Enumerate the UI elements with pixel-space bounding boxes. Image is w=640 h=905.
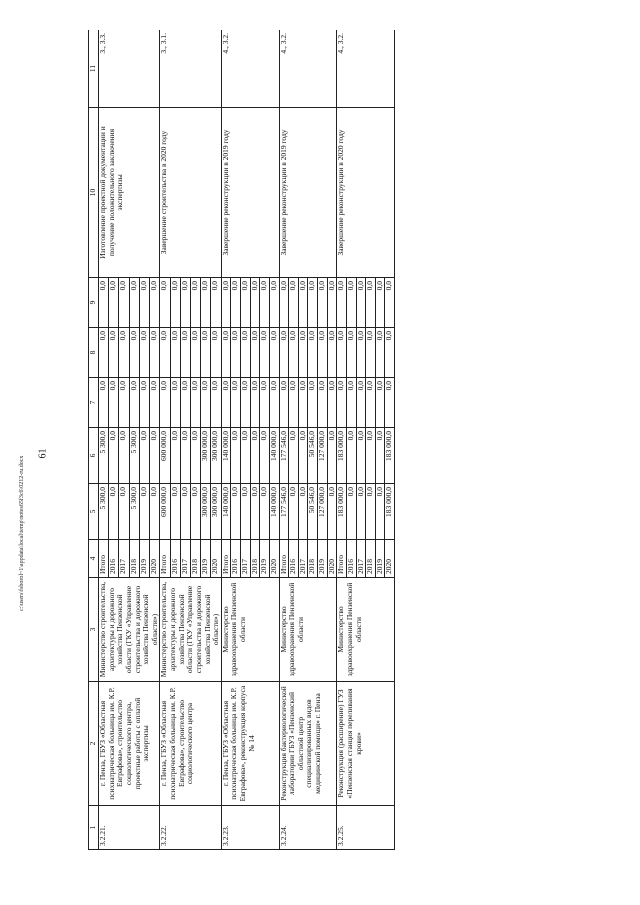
- amount-total-cell: 140 000,0: [269, 484, 279, 540]
- amount-total-cell: 0,0: [109, 484, 119, 540]
- year-cell: 2019: [139, 540, 149, 578]
- amount-local-cell: 0,0: [375, 328, 385, 378]
- amount-federal-cell: 0,0: [221, 378, 231, 428]
- column-header: 8: [89, 328, 99, 378]
- table-area: [88, 30, 600, 850]
- amount-total-cell: 50 546,0: [308, 484, 318, 540]
- amount-local-cell: 0,0: [269, 328, 279, 378]
- year-cell: 2017: [241, 540, 251, 578]
- amount-regional-cell: 5 300,0: [99, 428, 109, 484]
- amount-regional-cell: 0,0: [356, 428, 366, 484]
- amount-other-cell: 0,0: [318, 278, 328, 328]
- column-header: 9: [89, 278, 99, 328]
- amount-other-cell: 0,0: [150, 278, 160, 328]
- amount-total-cell: 140 000,0: [221, 484, 231, 540]
- amount-other-cell: 0,0: [298, 278, 308, 328]
- year-cell: 2016: [109, 540, 119, 578]
- amount-other-cell: 0,0: [191, 278, 201, 328]
- target-indicators: 4., 3.2.: [337, 30, 395, 108]
- amount-total-cell: 0,0: [366, 484, 376, 540]
- expected-result: Завершение строительства в 2020 году: [160, 108, 221, 278]
- amount-regional-cell: 0,0: [241, 428, 251, 484]
- amount-other-cell: 0,0: [375, 278, 385, 328]
- amount-federal-cell: 0,0: [375, 378, 385, 428]
- amount-total-cell: 0,0: [139, 484, 149, 540]
- year-cell: 2019: [201, 540, 211, 578]
- amount-other-cell: 0,0: [139, 278, 149, 328]
- amount-total-cell: 0,0: [250, 484, 260, 540]
- amount-total-cell: 300 000,0: [211, 484, 221, 540]
- amount-other-cell: 0,0: [129, 278, 139, 328]
- year-cell: 2020: [269, 540, 279, 578]
- activity-executor: Министерство строительства, архитектуры и дорожного хозяйства Пензенской области (ГКУ «Управление строительства и дорожного хозяйства Пензенской области»): [99, 578, 160, 682]
- amount-federal-cell: 0,0: [250, 378, 260, 428]
- amount-federal-cell: 0,0: [385, 378, 395, 428]
- amount-regional-cell: 0,0: [298, 428, 308, 484]
- amount-total-cell: 0,0: [241, 484, 251, 540]
- amount-local-cell: 0,0: [211, 328, 221, 378]
- amount-federal-cell: 0,0: [139, 378, 149, 428]
- amount-regional-cell: 0,0: [346, 428, 356, 484]
- amount-total-cell: 0,0: [327, 484, 337, 540]
- expected-result: Завершение реконструкции в 2019 году: [221, 108, 279, 278]
- activity-executor: Министерство здравоохранения Пензенской области: [221, 578, 279, 682]
- amount-total-cell: 0,0: [119, 484, 129, 540]
- amount-federal-cell: 0,0: [318, 378, 328, 428]
- activity-number: 3.2.21.: [99, 806, 160, 850]
- amount-federal-cell: 0,0: [241, 378, 251, 428]
- amount-regional-cell: 0,0: [250, 428, 260, 484]
- amount-regional-cell: 0,0: [170, 428, 180, 484]
- amount-total-cell: 127 000,0: [318, 484, 328, 540]
- amount-regional-cell: 0,0: [327, 428, 337, 484]
- amount-local-cell: 0,0: [346, 328, 356, 378]
- year-cell: 2020: [211, 540, 221, 578]
- column-header: 5: [89, 484, 99, 540]
- amount-total-cell: 0,0: [191, 484, 201, 540]
- amount-regional-cell: 177 546,0: [279, 428, 289, 484]
- amount-local-cell: 0,0: [289, 328, 299, 378]
- amount-local-cell: 0,0: [356, 328, 366, 378]
- amount-total-cell: 0,0: [346, 484, 356, 540]
- amount-local-cell: 0,0: [250, 328, 260, 378]
- amount-local-cell: 0,0: [298, 328, 308, 378]
- amount-federal-cell: 0,0: [356, 378, 366, 428]
- amount-local-cell: 0,0: [327, 328, 337, 378]
- amount-federal-cell: 0,0: [269, 378, 279, 428]
- table-row: [160, 30, 170, 850]
- amount-local-cell: 0,0: [191, 328, 201, 378]
- amount-local-cell: 0,0: [337, 328, 347, 378]
- amount-regional-cell: 0,0: [119, 428, 129, 484]
- activity-number: 3.2.25.: [337, 806, 395, 850]
- table-row: [337, 30, 347, 850]
- column-header: 3: [89, 578, 99, 682]
- amount-local-cell: 0,0: [180, 328, 190, 378]
- amount-other-cell: 0,0: [170, 278, 180, 328]
- amount-other-cell: 0,0: [221, 278, 231, 328]
- amount-federal-cell: 0,0: [201, 378, 211, 428]
- column-header: 10: [89, 108, 99, 278]
- amount-local-cell: 0,0: [260, 328, 270, 378]
- year-cell: Итого: [221, 540, 231, 578]
- activity-name: г. Пенза, ГБУЗ «Областная психиатрическая больница им. К.Р. Евграфова», реконструкция корпуса № 14: [221, 682, 279, 806]
- amount-total-cell: 0,0: [289, 484, 299, 540]
- amount-total-cell: 300 000,0: [201, 484, 211, 540]
- amount-regional-cell: 0,0: [231, 428, 241, 484]
- year-cell: 2016: [231, 540, 241, 578]
- activity-executor: Министерство здравоохранения Пензенской области: [337, 578, 395, 682]
- activity-name: Реконструкция бактериологической лаборатории ГБУЗ «Пензенский областной центр специализированных видов медицинской помощи» г. Пенза: [279, 682, 337, 806]
- amount-regional-cell: 183 000,0: [385, 428, 395, 484]
- amount-total-cell: 0,0: [150, 484, 160, 540]
- amount-federal-cell: 0,0: [279, 378, 289, 428]
- amount-federal-cell: 0,0: [298, 378, 308, 428]
- amount-other-cell: 0,0: [366, 278, 376, 328]
- amount-federal-cell: 0,0: [231, 378, 241, 428]
- amount-local-cell: 0,0: [109, 328, 119, 378]
- amount-local-cell: 0,0: [279, 328, 289, 378]
- amount-total-cell: 0,0: [298, 484, 308, 540]
- amount-regional-cell: 0,0: [139, 428, 149, 484]
- target-indicators: 4., 3.2.: [279, 30, 337, 108]
- amount-other-cell: 0,0: [289, 278, 299, 328]
- year-cell: 2019: [375, 540, 385, 578]
- amount-local-cell: 0,0: [170, 328, 180, 378]
- year-cell: 2020: [327, 540, 337, 578]
- amount-regional-cell: 140 000,0: [269, 428, 279, 484]
- table-row: [99, 30, 109, 850]
- year-cell: 2017: [180, 540, 190, 578]
- year-cell: 2017: [298, 540, 308, 578]
- amount-federal-cell: 0,0: [99, 378, 109, 428]
- amount-regional-cell: 5 300,0: [129, 428, 139, 484]
- amount-total-cell: 177 546,0: [279, 484, 289, 540]
- amount-other-cell: 0,0: [201, 278, 211, 328]
- rotated-page-content: [88, 30, 600, 850]
- amount-local-cell: 0,0: [366, 328, 376, 378]
- amount-other-cell: 0,0: [109, 278, 119, 328]
- amount-federal-cell: 0,0: [346, 378, 356, 428]
- amount-regional-cell: 127 000,0: [318, 428, 328, 484]
- amount-local-cell: 0,0: [160, 328, 170, 378]
- amount-total-cell: 5 300,0: [129, 484, 139, 540]
- column-header: 4: [89, 540, 99, 578]
- amount-federal-cell: 0,0: [180, 378, 190, 428]
- activity-number: 3.2.22.: [160, 806, 221, 850]
- amount-other-cell: 0,0: [279, 278, 289, 328]
- year-cell: 2019: [318, 540, 328, 578]
- table-body: [99, 30, 395, 850]
- activity-number: 3.2.24.: [279, 806, 337, 850]
- column-header: 6: [89, 428, 99, 484]
- amount-federal-cell: 0,0: [289, 378, 299, 428]
- amount-federal-cell: 0,0: [160, 378, 170, 428]
- amount-local-cell: 0,0: [99, 328, 109, 378]
- amount-federal-cell: 0,0: [337, 378, 347, 428]
- target-indicators: 3., 3.3.: [99, 30, 160, 108]
- amount-federal-cell: 0,0: [260, 378, 270, 428]
- amount-other-cell: 0,0: [337, 278, 347, 328]
- amount-other-cell: 0,0: [99, 278, 109, 328]
- amount-other-cell: 0,0: [269, 278, 279, 328]
- amount-federal-cell: 0,0: [170, 378, 180, 428]
- column-header: 2: [89, 682, 99, 806]
- amount-local-cell: 0,0: [139, 328, 149, 378]
- amount-regional-cell: 300 000,0: [211, 428, 221, 484]
- amount-other-cell: 0,0: [231, 278, 241, 328]
- amount-total-cell: 0,0: [375, 484, 385, 540]
- amount-federal-cell: 0,0: [211, 378, 221, 428]
- amount-regional-cell: 0,0: [150, 428, 160, 484]
- amount-local-cell: 0,0: [231, 328, 241, 378]
- amount-other-cell: 0,0: [327, 278, 337, 328]
- amount-other-cell: 0,0: [119, 278, 129, 328]
- amount-federal-cell: 0,0: [109, 378, 119, 428]
- expected-result: Завершение реконструкции в 2020 году: [337, 108, 395, 278]
- amount-regional-cell: 0,0: [260, 428, 270, 484]
- amount-local-cell: 0,0: [241, 328, 251, 378]
- activity-name: Реконструкция (расширение) ГУЗ «Пензенская станция переливания крови»: [337, 682, 395, 806]
- year-cell: Итого: [99, 540, 109, 578]
- expected-result: Изготовление проектной документации и получение положительного заключения экспертизы: [99, 108, 160, 278]
- amount-regional-cell: 140 000,0: [221, 428, 231, 484]
- amount-local-cell: 0,0: [318, 328, 328, 378]
- activity-name: г. Пенза, ГБУЗ «Областная психиатрическая больница им. К.Р. Евграфова», строительство социологического центра, проектные работы с оплатой экспертизы: [99, 682, 160, 806]
- amount-regional-cell: 0,0: [180, 428, 190, 484]
- activity-executor: Министерство строительства, архитектуры и дорожного хозяйства Пензенской области (ГКУ «Управление строительства и дорожного хозяйства Пензенской области»): [160, 578, 221, 682]
- amount-federal-cell: 0,0: [119, 378, 129, 428]
- amount-other-cell: 0,0: [180, 278, 190, 328]
- amount-other-cell: 0,0: [346, 278, 356, 328]
- activity-name: г. Пенза, ГБУЗ «Областная психиатрическая больница им. К.Р. Евграфова», строительство социологического центра: [160, 682, 221, 806]
- amount-total-cell: 0,0: [356, 484, 366, 540]
- year-cell: 2019: [260, 540, 270, 578]
- amount-other-cell: 0,0: [260, 278, 270, 328]
- year-cell: 2018: [366, 540, 376, 578]
- year-cell: 2018: [129, 540, 139, 578]
- column-header: 7: [89, 378, 99, 428]
- amount-local-cell: 0,0: [308, 328, 318, 378]
- column-header: 1: [89, 806, 99, 850]
- amount-federal-cell: 0,0: [327, 378, 337, 428]
- year-cell: 2018: [191, 540, 201, 578]
- amount-local-cell: 0,0: [150, 328, 160, 378]
- year-cell: 2020: [385, 540, 395, 578]
- amount-local-cell: 0,0: [385, 328, 395, 378]
- year-cell: Итого: [337, 540, 347, 578]
- amount-total-cell: 183 000,0: [385, 484, 395, 540]
- year-cell: 2016: [289, 540, 299, 578]
- amount-total-cell: 0,0: [170, 484, 180, 540]
- amount-federal-cell: 0,0: [366, 378, 376, 428]
- amount-regional-cell: 0,0: [289, 428, 299, 484]
- year-cell: 2017: [356, 540, 366, 578]
- target-indicators: 4., 3.2.: [221, 30, 279, 108]
- amount-regional-cell: 0,0: [109, 428, 119, 484]
- amount-regional-cell: 0,0: [375, 428, 385, 484]
- amount-regional-cell: 600 000,0: [160, 428, 170, 484]
- amount-regional-cell: 183 000,0: [337, 428, 347, 484]
- amount-other-cell: 0,0: [211, 278, 221, 328]
- column-header: 11: [89, 30, 99, 108]
- year-cell: 2017: [119, 540, 129, 578]
- program-activities-table: [88, 30, 395, 850]
- activity-executor: Министерство здравоохранения Пензенской области: [279, 578, 337, 682]
- amount-local-cell: 0,0: [129, 328, 139, 378]
- amount-other-cell: 0,0: [250, 278, 260, 328]
- amount-total-cell: 600 000,0: [160, 484, 170, 540]
- amount-other-cell: 0,0: [160, 278, 170, 328]
- year-cell: Итого: [279, 540, 289, 578]
- year-cell: 2018: [250, 540, 260, 578]
- amount-regional-cell: 300 000,0: [201, 428, 211, 484]
- expected-result: Завершение реконструкции в 2019 году: [279, 108, 337, 278]
- year-cell: 2016: [346, 540, 356, 578]
- amount-federal-cell: 0,0: [129, 378, 139, 428]
- amount-total-cell: 0,0: [231, 484, 241, 540]
- amount-total-cell: 183 000,0: [337, 484, 347, 540]
- amount-local-cell: 0,0: [119, 328, 129, 378]
- target-indicators: 3., 3.1.: [160, 30, 221, 108]
- amount-other-cell: 0,0: [308, 278, 318, 328]
- header-row: [89, 30, 99, 850]
- page-number: 61: [37, 448, 49, 459]
- amount-other-cell: 0,0: [385, 278, 395, 328]
- amount-regional-cell: 0,0: [366, 428, 376, 484]
- amount-total-cell: 5 300,0: [99, 484, 109, 540]
- amount-total-cell: 0,0: [180, 484, 190, 540]
- activity-number: 3.2.23.: [221, 806, 279, 850]
- amount-total-cell: 0,0: [260, 484, 270, 540]
- amount-federal-cell: 0,0: [150, 378, 160, 428]
- amount-other-cell: 0,0: [241, 278, 251, 328]
- year-cell: Итого: [160, 540, 170, 578]
- year-cell: 2018: [308, 540, 318, 578]
- amount-local-cell: 0,0: [201, 328, 211, 378]
- year-cell: 2016: [170, 540, 180, 578]
- amount-local-cell: 0,0: [221, 328, 231, 378]
- amount-regional-cell: 50 546,0: [308, 428, 318, 484]
- amount-other-cell: 0,0: [356, 278, 366, 328]
- file-path-footer: c:\users\fsborol~1\appdata\local\temp\notes65f3c6\0212-ru.docx: [19, 455, 25, 611]
- amount-federal-cell: 0,0: [191, 378, 201, 428]
- amount-federal-cell: 0,0: [308, 378, 318, 428]
- year-cell: 2020: [150, 540, 160, 578]
- amount-regional-cell: 0,0: [191, 428, 201, 484]
